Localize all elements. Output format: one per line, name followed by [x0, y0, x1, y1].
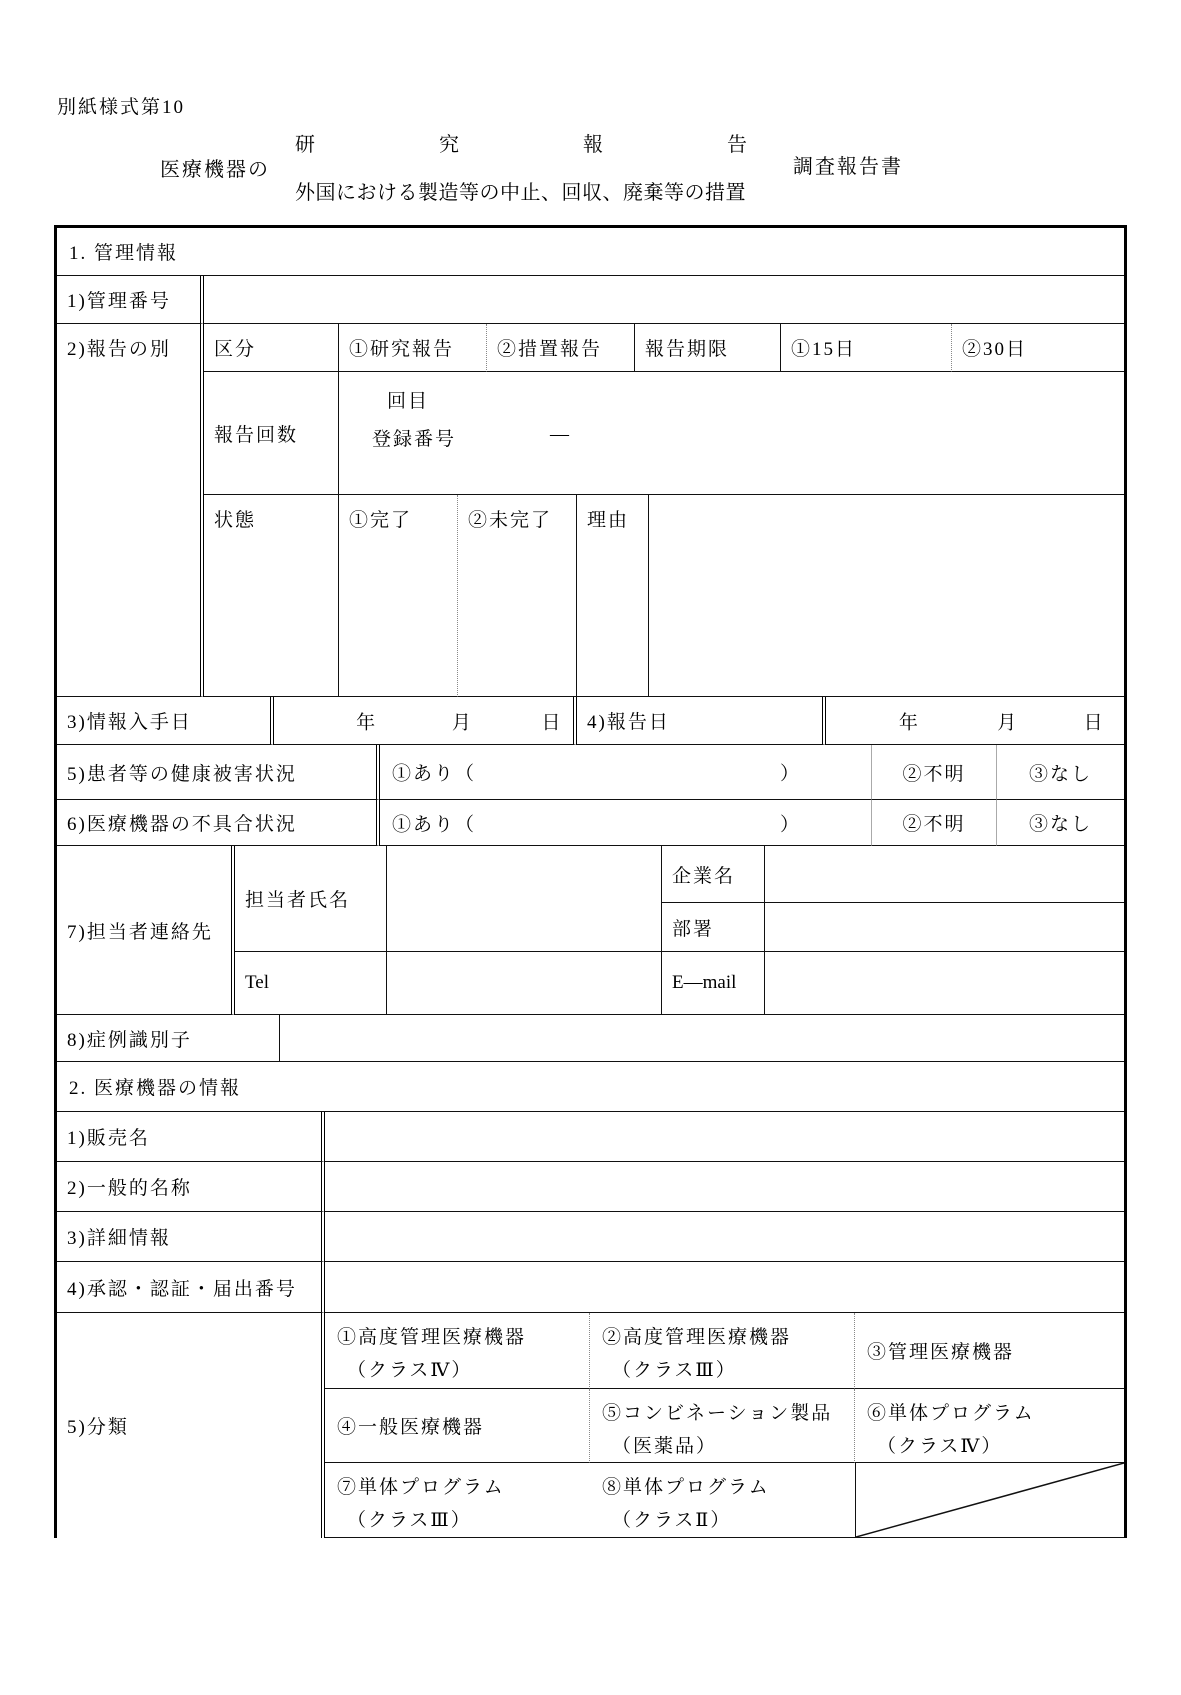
- ari-open-label: ①あり（: [392, 763, 477, 785]
- riyu-field[interactable]: [649, 495, 1124, 697]
- date-year-label: 年: [356, 712, 378, 733]
- ippanteki-meisho-field[interactable]: [325, 1162, 1124, 1212]
- shonin-bango-field[interactable]: [325, 1262, 1124, 1313]
- hokoku-no-betsu-label: 2)報告の別: [57, 324, 204, 697]
- riyu-label: 理由: [577, 495, 649, 697]
- ari-open-label: ①あり（: [392, 814, 477, 835]
- ari-close-label: ）: [779, 814, 801, 835]
- bunrui-option-6: [855, 1389, 1124, 1463]
- bunrui-option-2: [590, 1313, 855, 1389]
- bunrui-option-2-line1: ②高度管理医療機器: [602, 1327, 792, 1348]
- jotai-option-mikanryo: ②未完了: [458, 495, 577, 697]
- fuguai-fumei-option: ②不明: [872, 800, 997, 846]
- kigyomei-field[interactable]: [765, 846, 1124, 903]
- fuguai-label: 6)医療機器の不具合状況: [57, 800, 380, 846]
- ippanteki-meisho-label: 2)一般的名称: [57, 1162, 325, 1212]
- kanri-bango-label: 1)管理番号: [57, 276, 204, 324]
- kenko-higai-fumei-option: ②不明: [872, 745, 997, 800]
- form-code: 別紙様式第10: [57, 97, 186, 118]
- hanbaimei-field[interactable]: [325, 1112, 1124, 1162]
- bunrui-option-4: ④一般医療機器: [325, 1389, 590, 1463]
- kigyomei-label: 企業名: [662, 846, 765, 903]
- bunrui-option-2-line2: （クラスⅢ）: [612, 1360, 737, 1381]
- bunrui-option-7-line1: ⑦単体プログラム: [337, 1477, 505, 1498]
- bunrui-label: 5)分類: [57, 1313, 325, 1538]
- shosai-joho-field[interactable]: [325, 1212, 1124, 1262]
- jotai-option-kanryo: ①完了: [339, 495, 458, 697]
- kenko-higai-nashi-option: ③なし: [997, 745, 1124, 800]
- kaisu-unit-label: 回目: [387, 391, 430, 412]
- ari-close-label: ）: [779, 763, 801, 785]
- title-option-research-report: 研究報告: [295, 134, 747, 156]
- kenko-higai-ari-field[interactable]: [380, 745, 872, 800]
- bunrui-option-6-line1: ⑥単体プログラム: [867, 1403, 1035, 1424]
- title-prefix: 医療機器の: [160, 159, 270, 181]
- shonin-bango-label: 4)承認・認証・届出番号: [57, 1262, 325, 1313]
- section1-header: 1. 管理情報: [57, 228, 1124, 276]
- diagonal-strikethrough-cell: [855, 1463, 1124, 1538]
- bunrui-option-5: [590, 1389, 855, 1463]
- tantosha-shimei-label: 担当者氏名: [235, 846, 387, 952]
- bunrui-option-5-line1: ⑤コンビネーション製品: [602, 1403, 833, 1424]
- hokoku-kaisu-field[interactable]: [339, 372, 1124, 495]
- hokoku-bi-label: 4)報告日: [577, 697, 826, 745]
- kubun-option-sochi: ②措置報告: [487, 324, 635, 372]
- email-field[interactable]: [765, 952, 1124, 1015]
- bunrui-option-1-line2: （クラスⅣ）: [347, 1360, 473, 1381]
- bunrui-option-8-line2: （クラスⅡ）: [612, 1510, 732, 1531]
- fuguai-nashi-option: ③なし: [997, 800, 1124, 846]
- busho-field[interactable]: [765, 903, 1124, 952]
- hokoku-kigen-label: 報告期限: [635, 324, 781, 372]
- diagonal-line: [856, 1463, 1124, 1537]
- fuguai-ari-field[interactable]: [380, 800, 872, 846]
- date-day-label: 日: [541, 712, 563, 733]
- hokoku-date-field[interactable]: [826, 697, 1124, 745]
- bunrui-option-3: ③管理医療機器: [855, 1313, 1124, 1389]
- toroku-bango-dash: —: [550, 424, 571, 445]
- date-year-label: 年: [898, 712, 920, 733]
- bunrui-option-1-line1: ①高度管理医療機器: [337, 1327, 527, 1348]
- tel-field[interactable]: [387, 952, 662, 1015]
- date-month-label: 月: [451, 712, 473, 733]
- shorei-shikibetsushi-field[interactable]: [280, 1015, 1124, 1062]
- jotai-label: 状態: [204, 495, 339, 697]
- section2-header: 2. 医療機器の情報: [57, 1062, 1124, 1112]
- date-month-label: 月: [997, 712, 1019, 733]
- kigen-option-30days: ②30日: [952, 324, 1124, 372]
- email-label: E—mail: [662, 952, 765, 1015]
- tel-label: Tel: [235, 952, 387, 1015]
- kubun-option-kenkyu: ①研究報告: [339, 324, 487, 372]
- bunrui-option-7: [325, 1463, 590, 1538]
- tantosha-renrakusaki-label: 7)担当者連絡先: [57, 846, 235, 1015]
- hokoku-kaisu-label: 報告回数: [204, 372, 339, 495]
- shosai-joho-label: 3)詳細情報: [57, 1212, 325, 1262]
- tantosha-shimei-field[interactable]: [387, 846, 662, 952]
- shorei-shikibetsushi-label: 8)症例識別子: [57, 1015, 280, 1062]
- bunrui-option-7-line2: （クラスⅢ）: [347, 1510, 472, 1531]
- bunrui-option-1: [325, 1313, 590, 1389]
- busho-label: 部署: [662, 903, 765, 952]
- bunrui-option-8-line1: ⑧単体プログラム: [602, 1477, 770, 1498]
- report-form-table: [54, 225, 1127, 1538]
- bunrui-option-5-line2: （医薬品）: [612, 1436, 718, 1457]
- toroku-bango-label: 登録番号: [372, 429, 457, 450]
- bunrui-option-6-line2: （クラスⅣ）: [877, 1436, 1003, 1457]
- kanri-bango-field[interactable]: [204, 276, 1124, 324]
- title-option-foreign-measures: 外国における製造等の中止、回収、廃棄等の措置: [295, 182, 746, 204]
- kubun-label: 区分: [204, 324, 339, 372]
- kigen-option-15days: ①15日: [781, 324, 952, 372]
- date-day-label: 日: [1083, 712, 1105, 733]
- bunrui-option-8: [590, 1463, 855, 1538]
- joho-nyushu-bi-label: 3)情報入手日: [57, 697, 274, 745]
- hanbaimei-label: 1)販売名: [57, 1112, 325, 1162]
- title-suffix: 調査報告書: [793, 156, 903, 178]
- kenko-higai-label: 5)患者等の健康被害状況: [57, 745, 380, 800]
- joho-nyushu-date-field[interactable]: [274, 697, 577, 745]
